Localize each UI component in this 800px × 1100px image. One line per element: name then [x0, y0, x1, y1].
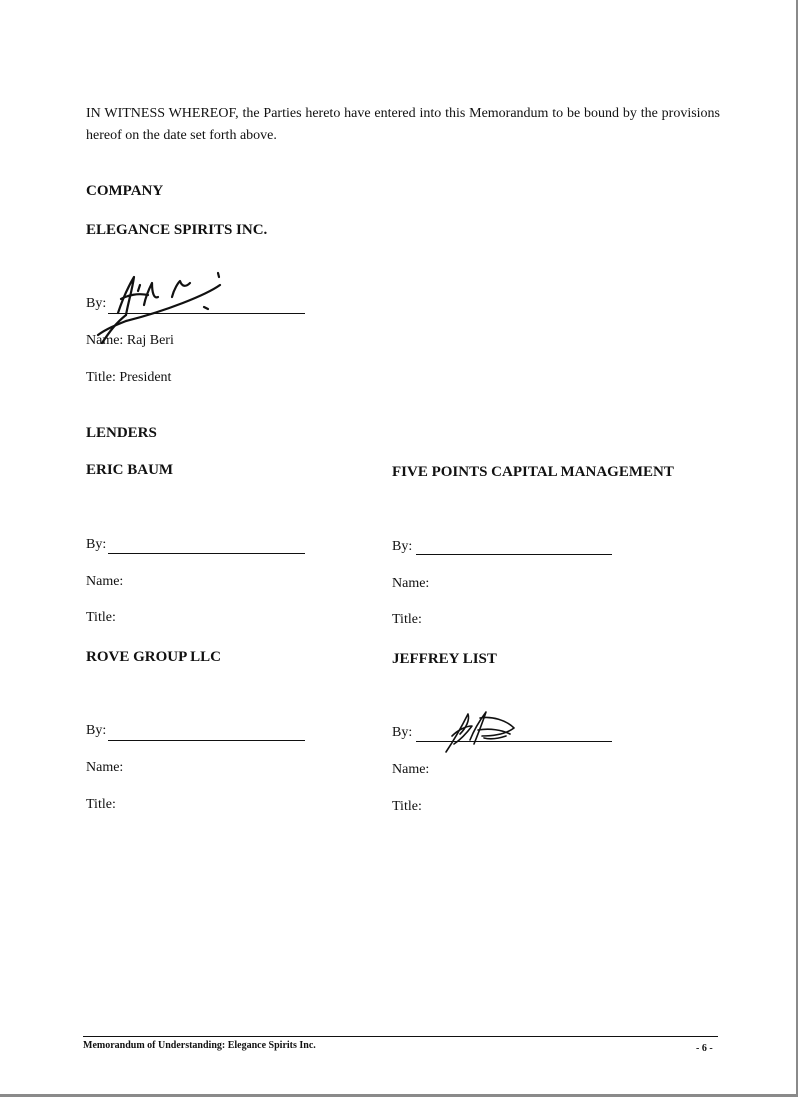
company-entity-name: ELEGANCE SPIRITS INC.	[86, 222, 268, 238]
company-by-label: By:	[86, 296, 107, 311]
footer-rule	[83, 1036, 718, 1037]
footer-document-title: Memorandum of Understanding: Elegance Spirits Inc.	[83, 1040, 316, 1051]
lender-by-label: By:	[392, 725, 413, 740]
lender-title-label: Title:	[86, 610, 116, 625]
lender-name-label: Name:	[392, 576, 430, 591]
lender-name-label: Name:	[86, 760, 124, 775]
lender-entity-name: JEFFREY LIST	[392, 651, 497, 667]
lender-entity-name: FIVE POINTS CAPITAL MANAGEMENT	[392, 464, 674, 480]
page-number: - 6 -	[696, 1043, 713, 1054]
lender-by-label: By:	[392, 539, 413, 554]
lender-by-label: By:	[86, 537, 107, 552]
lender-title-label: Title:	[392, 612, 422, 627]
lenders-heading: LENDERS	[86, 425, 157, 441]
jeffrey-list-signature	[440, 706, 530, 756]
lender-entity-name: ERIC BAUM	[86, 462, 174, 478]
lender-signature-line	[108, 740, 305, 741]
lender-signature-line	[108, 553, 305, 554]
lender-signature-line	[416, 554, 612, 555]
witness-clause: IN WITNESS WHEREOF, the Parties hereto have entered into this Memorandum to be bound by the provisions hereof on the date set forth above.	[86, 106, 720, 143]
lender-title-label: Title:	[392, 799, 422, 814]
company-signatory-name: Name: Raj Beri	[86, 333, 174, 348]
lender-title-label: Title:	[86, 797, 116, 812]
lender-by-label: By:	[86, 723, 107, 738]
company-heading: COMPANY	[86, 183, 164, 199]
lender-name-label: Name:	[86, 574, 124, 589]
lender-entity-name: ROVE GROUP LLC	[86, 649, 222, 665]
company-signatory-title: Title: President	[86, 370, 172, 385]
lender-name-label: Name:	[392, 762, 430, 777]
